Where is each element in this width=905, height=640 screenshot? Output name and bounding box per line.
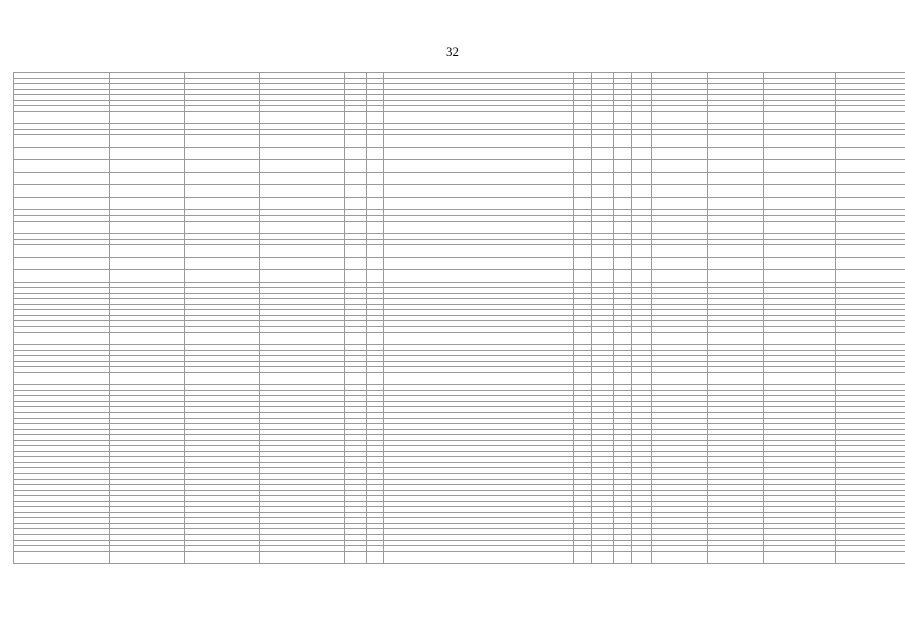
table-cell	[345, 160, 367, 173]
table-cell	[592, 111, 614, 124]
table-cell	[345, 197, 367, 210]
table-cell	[632, 111, 652, 124]
table-cell	[260, 270, 345, 283]
table-row	[14, 185, 905, 198]
table-cell	[708, 185, 764, 198]
table-cell	[14, 160, 110, 173]
table-cell	[384, 135, 574, 148]
table-cell	[652, 245, 708, 258]
table-cell	[592, 245, 614, 258]
table-row	[14, 197, 905, 210]
table-cell	[384, 147, 574, 160]
table-cell	[764, 172, 836, 185]
table-cell	[614, 160, 632, 173]
table-cell	[260, 111, 345, 124]
table-cell	[652, 172, 708, 185]
table-cell	[836, 332, 905, 345]
table-cell	[592, 197, 614, 210]
table-cell	[614, 172, 632, 185]
table-row	[14, 257, 905, 270]
table-cell	[384, 372, 574, 385]
table-row	[14, 147, 905, 160]
table-cell	[14, 111, 110, 124]
table-cell	[764, 221, 836, 234]
table-cell	[367, 147, 384, 160]
table-cell	[367, 257, 384, 270]
table-cell	[632, 372, 652, 385]
table-cell	[708, 257, 764, 270]
table-cell	[345, 135, 367, 148]
table-cell	[110, 172, 185, 185]
table-cell	[652, 221, 708, 234]
table-cell	[708, 135, 764, 148]
page-number: 32	[446, 44, 459, 59]
table-cell	[367, 221, 384, 234]
table-cell	[110, 270, 185, 283]
table-cell	[367, 160, 384, 173]
table-cell	[110, 221, 185, 234]
table-cell	[574, 270, 592, 283]
table-cell	[367, 270, 384, 283]
table-cell	[592, 257, 614, 270]
table-cell	[574, 160, 592, 173]
table-cell	[614, 270, 632, 283]
table-cell	[384, 172, 574, 185]
table-cell	[764, 332, 836, 345]
table-cell	[110, 160, 185, 173]
table-cell	[708, 221, 764, 234]
table-cell	[185, 172, 260, 185]
table-body	[14, 73, 905, 564]
table-cell	[632, 551, 652, 564]
table-cell	[384, 551, 574, 564]
table-cell	[614, 221, 632, 234]
table-cell	[592, 332, 614, 345]
table-cell	[764, 197, 836, 210]
table-cell	[367, 332, 384, 345]
table-cell	[260, 257, 345, 270]
table-cell	[110, 257, 185, 270]
table-cell	[574, 372, 592, 385]
table-cell	[384, 185, 574, 198]
table-cell	[614, 147, 632, 160]
table-cell	[345, 551, 367, 564]
table-cell	[632, 160, 652, 173]
table-cell	[764, 160, 836, 173]
table-row	[14, 372, 905, 385]
table-cell	[574, 135, 592, 148]
table-cell	[632, 197, 652, 210]
table-cell	[574, 221, 592, 234]
table-cell	[836, 551, 905, 564]
table-cell	[367, 135, 384, 148]
table-cell	[836, 147, 905, 160]
table-cell	[592, 221, 614, 234]
table-cell	[260, 221, 345, 234]
table-cell	[836, 372, 905, 385]
table-cell	[185, 197, 260, 210]
table-cell	[345, 221, 367, 234]
table-cell	[708, 147, 764, 160]
table-cell	[652, 257, 708, 270]
table-cell	[260, 160, 345, 173]
table-cell	[384, 332, 574, 345]
table-cell	[592, 160, 614, 173]
table-cell	[592, 185, 614, 198]
table-cell	[652, 111, 708, 124]
table-cell	[345, 185, 367, 198]
table-cell	[345, 172, 367, 185]
table-cell	[574, 111, 592, 124]
table-cell	[14, 197, 110, 210]
table-cell	[14, 372, 110, 385]
table-cell	[345, 245, 367, 258]
table-cell	[574, 551, 592, 564]
table-cell	[574, 257, 592, 270]
table-cell	[345, 147, 367, 160]
table-cell	[574, 245, 592, 258]
table-cell	[592, 270, 614, 283]
table-row	[14, 111, 905, 124]
table-cell	[708, 372, 764, 385]
table-cell	[592, 551, 614, 564]
table-cell	[708, 172, 764, 185]
table-cell	[260, 185, 345, 198]
table-cell	[708, 245, 764, 258]
table-cell	[614, 185, 632, 198]
data-table	[13, 72, 905, 564]
table-cell	[764, 135, 836, 148]
table-cell	[632, 221, 652, 234]
table-cell	[384, 111, 574, 124]
table-cell	[110, 111, 185, 124]
table-cell	[632, 332, 652, 345]
table-cell	[614, 551, 632, 564]
table-cell	[632, 270, 652, 283]
table-cell	[367, 172, 384, 185]
table-cell	[592, 372, 614, 385]
table-cell	[384, 160, 574, 173]
table-cell	[384, 221, 574, 234]
table-cell	[764, 147, 836, 160]
table-cell	[185, 135, 260, 148]
table-cell	[574, 185, 592, 198]
table-cell	[632, 172, 652, 185]
table-cell	[652, 135, 708, 148]
table-cell	[110, 245, 185, 258]
table-cell	[345, 270, 367, 283]
table-row	[14, 221, 905, 234]
table-cell	[367, 372, 384, 385]
table-cell	[14, 332, 110, 345]
table-cell	[764, 245, 836, 258]
table-cell	[614, 111, 632, 124]
table-cell	[367, 551, 384, 564]
table-row	[14, 270, 905, 283]
table-cell	[652, 270, 708, 283]
table-cell	[260, 172, 345, 185]
table-cell	[708, 332, 764, 345]
table-cell	[632, 257, 652, 270]
table-cell	[185, 270, 260, 283]
table-cell	[836, 135, 905, 148]
table-cell	[367, 111, 384, 124]
table-cell	[836, 185, 905, 198]
table-cell	[260, 372, 345, 385]
table-row	[14, 135, 905, 148]
table-cell	[14, 172, 110, 185]
table-cell	[836, 160, 905, 173]
table-cell	[185, 332, 260, 345]
table-cell	[14, 245, 110, 258]
table-cell	[110, 551, 185, 564]
table-cell	[836, 270, 905, 283]
table-cell	[574, 172, 592, 185]
table-cell	[592, 147, 614, 160]
table-row	[14, 160, 905, 173]
table-cell	[14, 185, 110, 198]
table-cell	[708, 160, 764, 173]
table-cell	[764, 551, 836, 564]
table-cell	[110, 372, 185, 385]
table-cell	[592, 172, 614, 185]
table-cell	[574, 197, 592, 210]
table-cell	[764, 270, 836, 283]
table-cell	[632, 185, 652, 198]
table-cell	[652, 160, 708, 173]
table-cell	[345, 111, 367, 124]
table-cell	[345, 257, 367, 270]
table-cell	[185, 551, 260, 564]
table-cell	[708, 197, 764, 210]
table-cell	[14, 221, 110, 234]
table-cell	[367, 245, 384, 258]
table-cell	[384, 270, 574, 283]
table-cell	[708, 270, 764, 283]
table-cell	[592, 135, 614, 148]
table-cell	[14, 257, 110, 270]
table-cell	[185, 257, 260, 270]
table-cell	[708, 551, 764, 564]
table-cell	[764, 257, 836, 270]
table-cell	[652, 372, 708, 385]
table-cell	[836, 257, 905, 270]
table-cell	[367, 197, 384, 210]
table-cell	[836, 197, 905, 210]
table-cell	[764, 372, 836, 385]
table-cell	[384, 257, 574, 270]
table-cell	[836, 172, 905, 185]
table-cell	[260, 135, 345, 148]
table-cell	[614, 332, 632, 345]
table-cell	[652, 551, 708, 564]
table-cell	[652, 185, 708, 198]
table-cell	[110, 147, 185, 160]
table-cell	[110, 135, 185, 148]
table-cell	[185, 245, 260, 258]
table-cell	[574, 147, 592, 160]
table-cell	[260, 197, 345, 210]
table-cell	[632, 147, 652, 160]
table-cell	[384, 245, 574, 258]
table-cell	[110, 185, 185, 198]
table-cell	[836, 111, 905, 124]
table-cell	[14, 551, 110, 564]
table-cell	[110, 197, 185, 210]
table-row	[14, 245, 905, 258]
table-cell	[614, 135, 632, 148]
table-cell	[614, 372, 632, 385]
table-cell	[345, 372, 367, 385]
table-row	[14, 172, 905, 185]
table-cell	[384, 197, 574, 210]
data-table-container	[13, 72, 891, 564]
table-cell	[652, 332, 708, 345]
table-cell	[185, 185, 260, 198]
table-cell	[260, 332, 345, 345]
table-cell	[367, 185, 384, 198]
table-cell	[632, 135, 652, 148]
table-cell	[345, 332, 367, 345]
table-cell	[764, 111, 836, 124]
table-cell	[14, 147, 110, 160]
table-cell	[110, 332, 185, 345]
table-cell	[574, 332, 592, 345]
table-cell	[185, 160, 260, 173]
table-row	[14, 551, 905, 564]
table-cell	[632, 245, 652, 258]
table-cell	[14, 135, 110, 148]
table-cell	[260, 147, 345, 160]
table-cell	[185, 111, 260, 124]
table-cell	[614, 245, 632, 258]
table-cell	[260, 551, 345, 564]
table-cell	[260, 245, 345, 258]
table-cell	[185, 372, 260, 385]
table-cell	[836, 245, 905, 258]
table-cell	[836, 221, 905, 234]
table-cell	[185, 147, 260, 160]
table-cell	[652, 197, 708, 210]
table-row	[14, 332, 905, 345]
table-cell	[614, 257, 632, 270]
table-cell	[652, 147, 708, 160]
table-cell	[708, 111, 764, 124]
table-cell	[185, 221, 260, 234]
table-cell	[614, 197, 632, 210]
table-cell	[14, 270, 110, 283]
table-cell	[764, 185, 836, 198]
